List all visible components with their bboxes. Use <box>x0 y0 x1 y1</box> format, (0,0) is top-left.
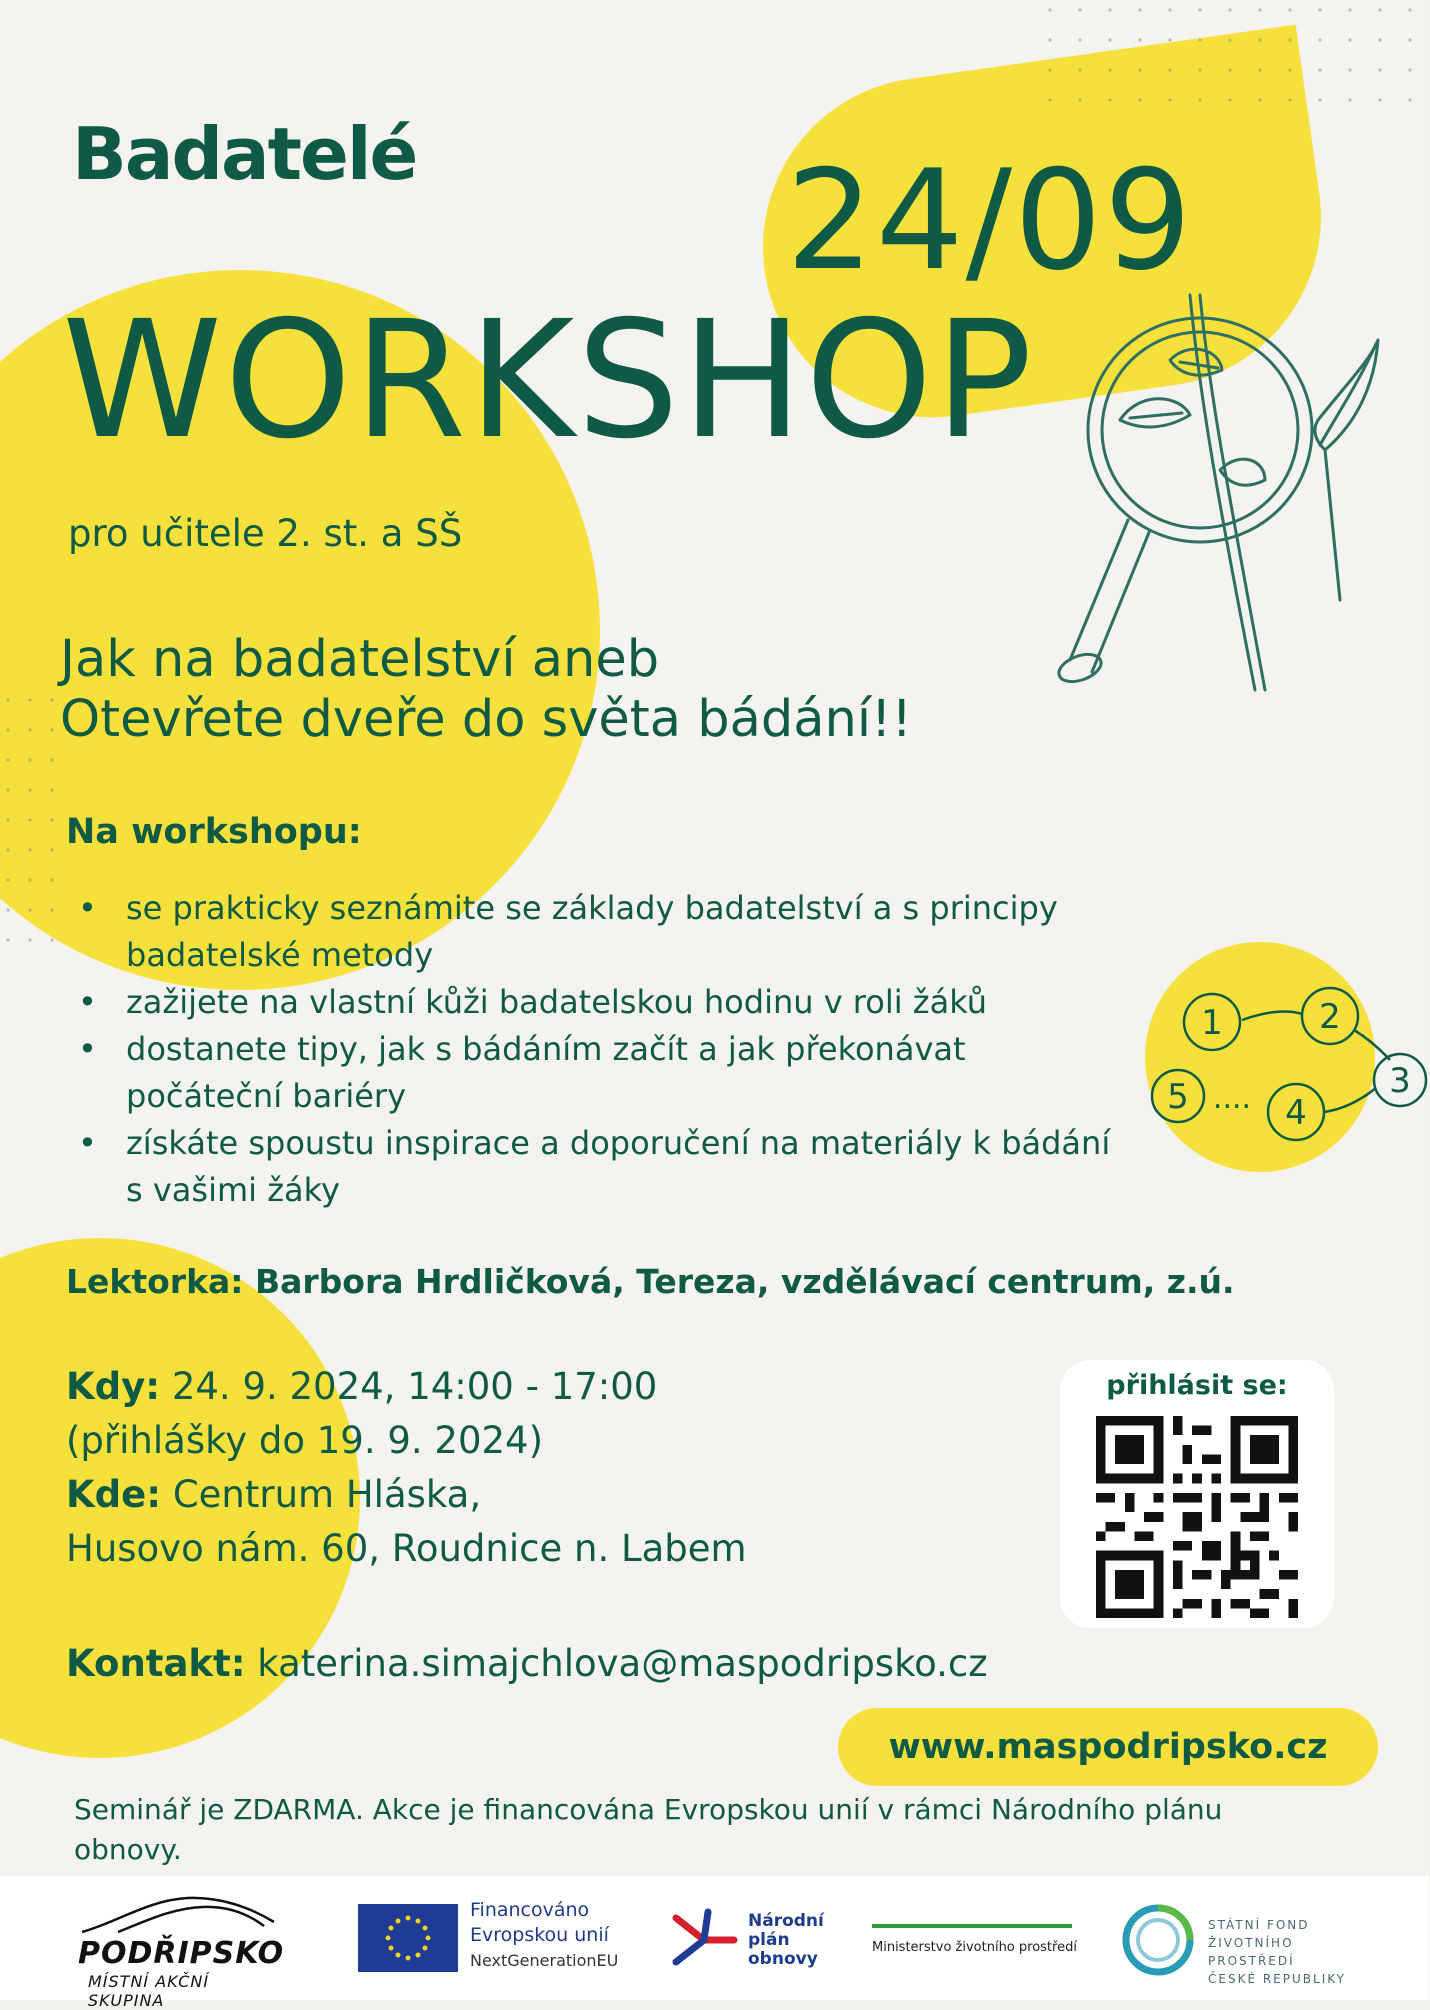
lecturer: Lektorka: Barbora Hrdličková, Tereza, vzdělávací centrum, z.ú. <box>66 1262 1235 1301</box>
cycle-number-3: 3 <box>1389 1061 1411 1101</box>
sfzp-logo <box>1118 1892 1378 1988</box>
headline <box>60 630 912 750</box>
event-details <box>66 1360 747 1576</box>
when-label: Kdy: <box>66 1365 161 1408</box>
funding-note: Seminář je ZDARMA. Akce je financována Evropskou unií v rámci Národního plánu obnovy. <box>74 1793 1223 1866</box>
npo-logo <box>664 1892 844 1988</box>
contact-email[interactable]: katerina.simajchlova@maspodripsko.cz <box>245 1642 988 1685</box>
registration-qr-card[interactable] <box>1060 1360 1334 1628</box>
sfzp-icon <box>1118 1900 1198 1980</box>
where-label: Kde: <box>66 1473 162 1516</box>
mzp-text: Ministerstvo životního prostředí <box>872 1940 1077 1955</box>
event-date: 24/09 <box>786 140 1194 301</box>
cycle-number-1: 1 <box>1201 1003 1223 1043</box>
eu-funding-text: Financováno Evropskou unií NextGenerationEU <box>470 1899 619 1970</box>
agenda-heading: Na workshopu: <box>66 812 362 852</box>
qr-code-icon[interactable] <box>1096 1416 1298 1618</box>
partner-logos <box>0 1876 1429 2010</box>
registration-label: přihlásit se: <box>1106 1370 1288 1401</box>
audience: pro učitele 2. st. a SŠ <box>68 512 463 555</box>
registration-deadline: (přihlášky do 19. 9. 2024) <box>66 1419 544 1462</box>
list-item: • dostanete tipy, jak s bádáním začít a jak překonávat počáteční bariéry <box>74 1026 1126 1120</box>
contact-row <box>66 1642 988 1685</box>
podripsko-name: PODŘIPSKO <box>78 1936 285 1971</box>
list-item: • se prakticky seznámite se základy badatelství a s principy badatelské metody <box>74 885 1216 979</box>
headline-line-2: Otevřete dveře do světa bádání!! <box>60 690 912 749</box>
eu-flag-icon <box>358 1904 458 1972</box>
where-value: Centrum Hláska, <box>161 1473 482 1516</box>
agenda-list <box>74 885 1194 1214</box>
where-row <box>66 1468 747 1522</box>
cycle-number-2: 2 <box>1319 997 1341 1037</box>
npo-text: Národní plán obnovy <box>748 1911 824 1969</box>
list-item: • zažijete na vlastní kůži badatelskou hodinu v roli žáků <box>74 979 1194 1026</box>
contact-label: Kontakt: <box>66 1642 246 1685</box>
dot-pattern <box>1040 0 1429 120</box>
headline-line-1: Jak na badatelství aneb <box>60 630 660 689</box>
cycle-dots: .... <box>1212 1081 1252 1116</box>
eu-logo <box>358 1892 658 1988</box>
list-item: • získáte spoustu inspirace a doporučení na materiály k bádání s vašimi žáky <box>74 1120 1126 1214</box>
mountain-icon <box>78 1892 278 1936</box>
cycle-number-5: 5 <box>1167 1077 1189 1117</box>
when-row <box>66 1360 747 1414</box>
brand-logo: Badatelé <box>72 112 417 196</box>
website-link[interactable]: www.maspodripsko.cz <box>838 1708 1378 1786</box>
event-title: WORKSHOP <box>62 287 1035 475</box>
cycle-number-4: 4 <box>1285 1093 1307 1133</box>
podripsko-subtitle: MÍSTNÍ AKČNÍ SKUPINA <box>88 1972 210 2010</box>
when-value: 24. 9. 2024, 14:00 - 17:00 <box>160 1365 658 1408</box>
where-address: Husovo nám. 60, Roudnice n. Labem <box>66 1527 747 1570</box>
npo-icon <box>664 1900 744 1980</box>
podripsko-logo <box>78 1892 285 2010</box>
mzp-logo <box>872 1892 1077 1988</box>
magnifying-glass-icon <box>1050 280 1380 700</box>
mzp-bar <box>872 1924 1072 1928</box>
sfzp-text: STÁTNÍ FOND ŽIVOTNÍHO PROSTŘEDÍ ČESKÉ REPUBLIKY <box>1208 1918 1347 1986</box>
